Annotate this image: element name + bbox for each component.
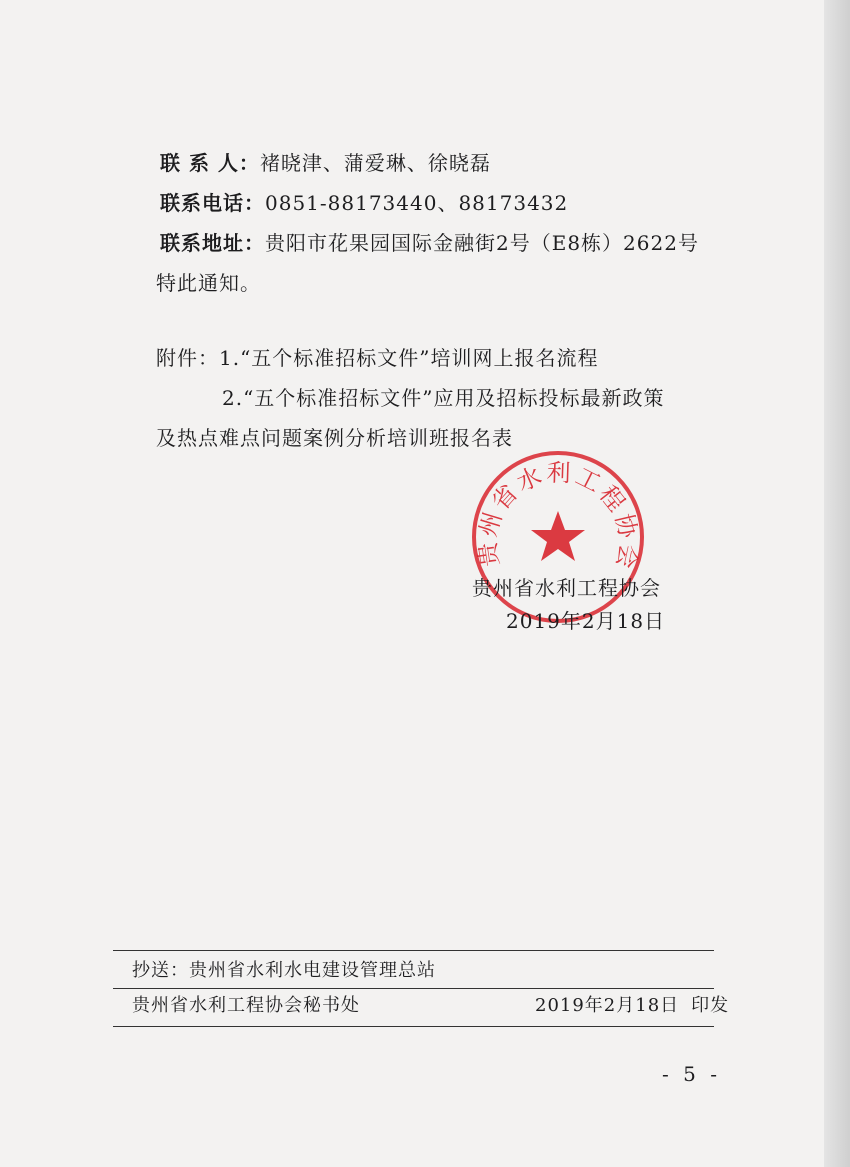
- signature-org: 贵州省水利工程协会: [472, 576, 661, 600]
- page-edge-shadow: [824, 0, 850, 1167]
- footer-issue-date-value: 2019年2月18日: [535, 995, 680, 1016]
- contact-people-label: 联 系 人：: [160, 151, 260, 175]
- contact-phone-label: 联系电话：: [160, 191, 265, 215]
- footer-top-rule: [113, 950, 714, 951]
- attachment-item-2-line-1: 2.“五个标准招标文件”应用及招标投标最新政策: [222, 386, 665, 410]
- attachment-item-2-line-2: 及热点难点问题案例分析培训班报名表: [156, 426, 513, 450]
- seal-text: 贵州省水利工程协会: [472, 458, 643, 574]
- contact-address-value: 贵阳市花果园国际金融街2号（E8栋）2622号: [265, 231, 699, 255]
- footer-cc: 抄送：贵州省水利水电建设管理总站: [132, 960, 436, 981]
- notice-text: 特此通知。: [156, 271, 261, 295]
- footer-issue-action: 印发: [691, 995, 730, 1016]
- footer-middle-rule: [113, 988, 714, 989]
- seal-star-icon: [531, 511, 585, 561]
- footer-issuer: 贵州省水利工程协会秘书处: [132, 995, 360, 1016]
- contact-phone-value: 0851-88173440、88173432: [265, 191, 569, 215]
- page-number: - 5 -: [662, 1062, 721, 1086]
- attachment-line-1: [156, 344, 599, 372]
- contact-people-line: [160, 149, 491, 177]
- contact-phone-line: [160, 189, 568, 217]
- contact-address-label: 联系地址：: [160, 231, 265, 255]
- attachment-label: 附件：: [156, 346, 219, 370]
- attachment-item-1: 1.“五个标准招标文件”培训网上报名流程: [219, 346, 599, 370]
- footer-issue-date: [535, 992, 729, 1020]
- signature-date: 2019年2月18日: [506, 609, 666, 633]
- contact-people-value: 褚晓津、蒲爱琳、徐晓磊: [259, 151, 491, 175]
- contact-address-line: [160, 229, 699, 257]
- footer-bottom-rule: [113, 1026, 714, 1027]
